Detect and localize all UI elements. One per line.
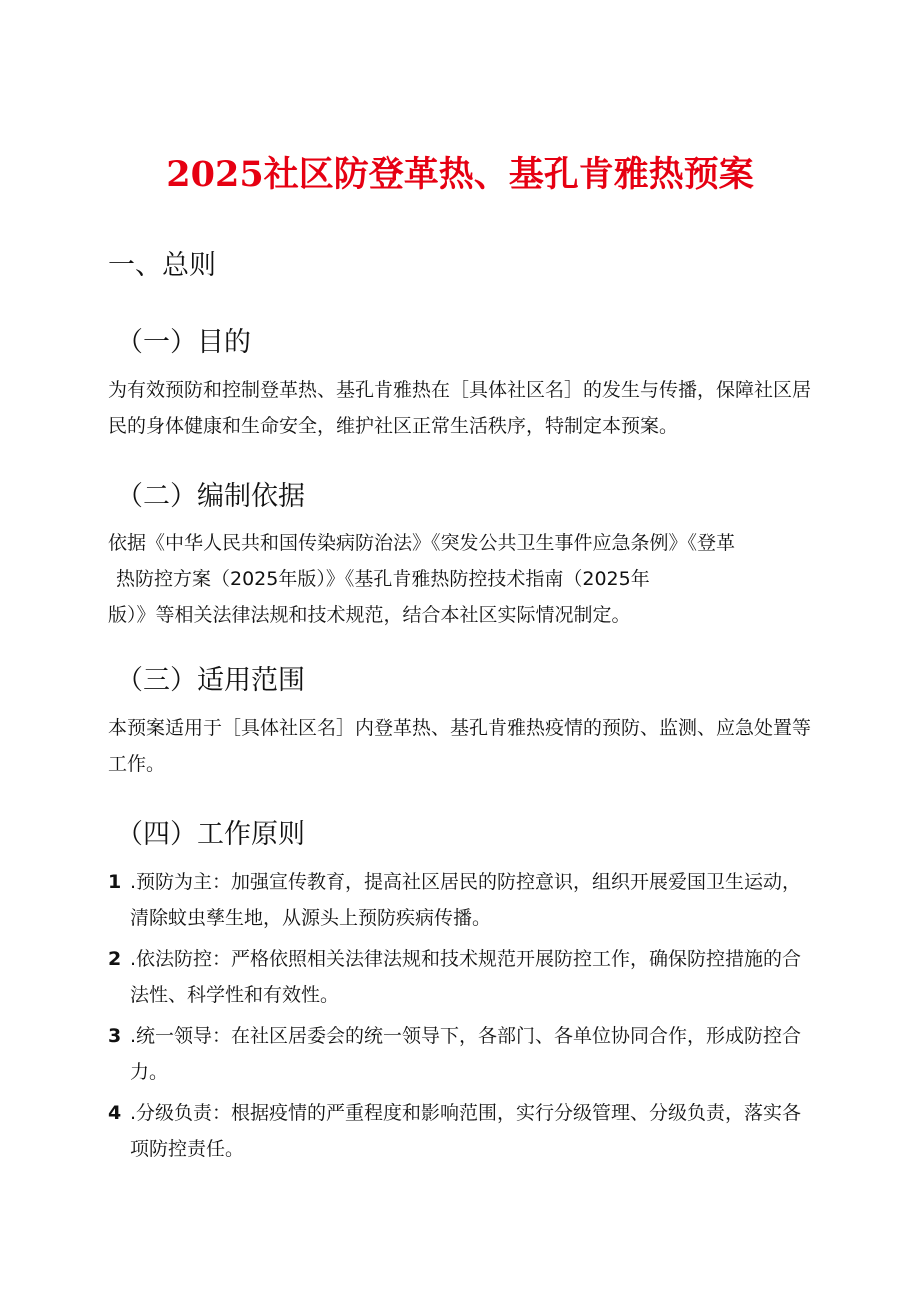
- subheading-basis: （二）编制依据: [116, 481, 305, 512]
- paragraph-basis: [108, 525, 820, 633]
- principle-number: 2: [108, 948, 122, 970]
- paragraph-scope: 本预案适用于［具体社区名］内登革热、基孔肯雅热疫情的预防、监测、应急处置等工作。: [108, 717, 812, 775]
- principle-item: [108, 864, 820, 936]
- subheading-purpose: （一）目的: [116, 327, 251, 358]
- principle-text: .分级负责：根据疫情的严重程度和影响范围，实行分级管理、分级负责，落实各项防控责任。: [130, 1102, 802, 1160]
- section-heading-general: 一、总则: [108, 250, 216, 281]
- principle-item: [108, 941, 820, 1013]
- paragraph-purpose: 为有效预防和控制登革热、基孔肯雅热在［具体社区名］的发生与传播，保障社区居民的身体健康和生命安全，维护社区正常生活秩序，特制定本预案。: [108, 379, 812, 437]
- principle-number: 1: [108, 871, 122, 893]
- document-title: 2025社区防登革热、基孔肯雅热预案: [166, 154, 754, 195]
- principle-number: 3: [108, 1025, 122, 1047]
- basis-line-2: 热防控方案（2025年版）》《基孔肯雅热防控技术指南（2025年: [116, 568, 650, 590]
- principle-number: 4: [108, 1102, 122, 1124]
- principle-text: .统一领导：在社区居委会的统一领导下，各部门、各单位协同合作，形成防控合力。: [130, 1025, 802, 1083]
- subheading-principles: （四）工作原则: [116, 819, 305, 850]
- basis-line-1: 依据《中华人民共和国传染病防治法》《突发公共卫生事件应急条例》《登革: [108, 532, 736, 554]
- principle-text: .依法防控：严格依照相关法律法规和技术规范开展防控工作，确保防控措施的合法性、科学性和有效性。: [130, 948, 802, 1006]
- subheading-scope: （三）适用范围: [116, 665, 305, 696]
- principle-item: [108, 1095, 820, 1167]
- principle-item: [108, 1018, 820, 1090]
- basis-line-3: 版）》等相关法律法规和技术规范，结合本社区实际情况制定。: [108, 604, 631, 626]
- principle-text: .预防为主：加强宣传教育，提高社区居民的防控意识，组织开展爱国卫生运动，清除蚊虫孳生地，从源头上预防疾病传播。: [130, 871, 802, 929]
